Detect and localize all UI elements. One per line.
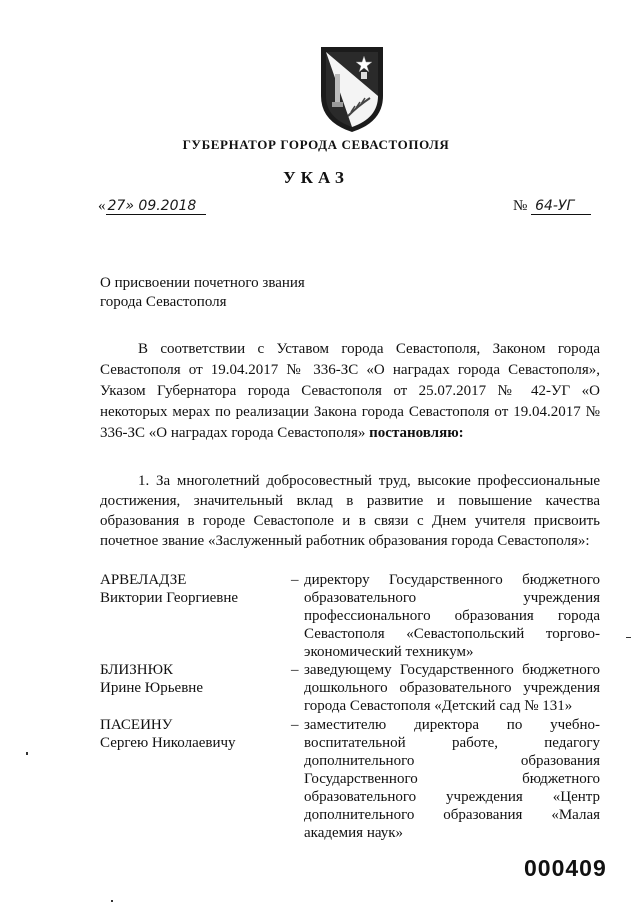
awardee-dash: – [291, 717, 299, 733]
awardee-position [304, 661, 600, 715]
subject-line: О присвоении почетного звания [100, 275, 305, 291]
decree-date [98, 198, 206, 215]
decree-number [513, 198, 591, 215]
point-1-text: 1. За многолетний добросовестный труд, высокие профессиональные достижения, значительный вклад в развитие и повышение качества образования в городе Севастополе и в связи с Днем учителя присвоить почетное звание «Заслуженный работник образования города Севастополя»: [100, 473, 600, 549]
date-open-quote: « [98, 198, 106, 214]
awardee-given-name: Ирине Юрьевне [100, 680, 203, 696]
preamble-paragraph [100, 339, 600, 444]
scan-artifact [26, 752, 28, 755]
number-sign: № [513, 198, 528, 214]
awardee-position [304, 716, 600, 842]
date-handwritten [106, 198, 207, 215]
awardee-position-text: заместителю директора по учебно-воспитательной работе, педагогу дополнительного образования Государственного бюджетного образовательного учреждения «Центр дополнительного образования «Малая [304, 717, 600, 823]
decree-word: постановляю [369, 425, 459, 441]
date-month-year: 09.2018 [138, 198, 197, 214]
awardee-surname: АРВЕЛАДЗЕ [100, 572, 187, 588]
decree-point-1 [100, 471, 600, 551]
awardee-surname: БЛИЗНЮК [100, 662, 174, 678]
awardee-position-last-line: города Севастополя «Детский сад № 131» [304, 698, 573, 714]
date-close-quote: » [125, 198, 134, 214]
date-day: 27 [107, 198, 126, 214]
preamble-colon: : [458, 425, 464, 441]
awardee-name [100, 661, 280, 697]
awardee-position-last-line: экономический техникум» [304, 644, 474, 660]
sevastopol-coat-of-arms-icon [318, 44, 386, 134]
decree-subject [100, 274, 305, 312]
subject-line: города Севастополя [100, 294, 227, 310]
awardee-position-text: директору Государственного бюджетного образовательного учреждения профессионального образования города Севастополя «Севастопольский торгово- [304, 572, 600, 642]
awardee-position-text: заведующему Государственного бюджетного дошкольного образовательного учреждения [304, 662, 600, 696]
awardee-given-name: Сергею Николаевичу [100, 735, 236, 751]
scan-artifact [626, 637, 631, 638]
awardee-position-last-line: академия наук» [304, 825, 404, 841]
awardee-given-name: Виктории Георгиевне [100, 590, 239, 606]
awardee-dash: – [291, 662, 299, 678]
number-value: 64-УГ [531, 198, 591, 215]
awardee-dash: – [291, 572, 299, 588]
serial-number: 000409 [524, 855, 607, 881]
awardee-name [100, 571, 280, 607]
awardee-name [100, 716, 280, 752]
preamble-text: В соответствии с Уставом города Севастополя, Законом города Севастополя от 19.04.2017 № 336-ЗС «О наградах города Севастополя», Указом Губернатора города Севастополя от 25.07.2017 № 42-УГ «О некоторых мерах по реализации Закона города Севастополя от 19.04.2017 № 336-ЗС «О наградах города Севастополя» [100, 341, 600, 441]
awardee-position [304, 571, 600, 661]
awardee-surname: ПАСЕИНУ [100, 717, 173, 733]
issuing-authority: ГУБЕРНАТОР ГОРОДА СЕВАСТОПОЛЯ [182, 137, 450, 152]
scan-artifact [111, 900, 113, 902]
document-type-title: УКАЗ [283, 168, 349, 187]
